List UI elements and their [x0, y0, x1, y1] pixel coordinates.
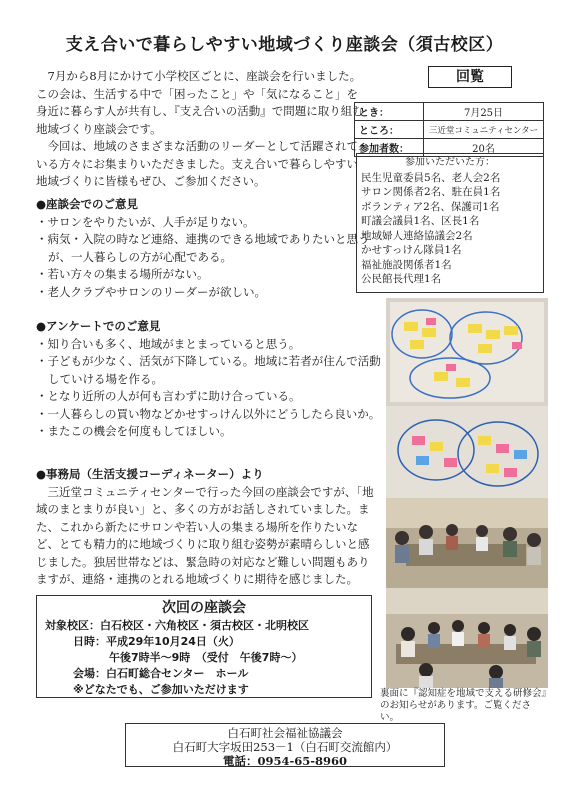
opinion-item: ・老人クラブやサロンのリーダーが欲しい。 [36, 284, 266, 299]
back-side-note: 裏面に『認知症を地域で支える研修会』のお知らせがあります。ご覧ください。 [380, 688, 547, 723]
group-discussion-photo [386, 588, 548, 688]
intro [36, 68, 366, 191]
survey-item: ・となり近所の人が何も言わずに助け合っている。 [36, 389, 301, 403]
workshop-sticky-notes-photo [386, 298, 548, 406]
survey-item: ・知り合いも多く、地域がまとまっていると思う。 [36, 336, 301, 351]
info-row-when [355, 103, 544, 121]
participant-item: ボランティア2名、保護司1名 [361, 200, 500, 213]
workshop-chart-photo [386, 406, 548, 498]
count-label: 参加者数： [355, 139, 424, 157]
footer-organization: 白石町社会福祉協議会 [227, 726, 343, 740]
footer-address: 白石町大字坂田253－1（白石町交流館内） [172, 740, 398, 754]
participant-item: 公民館長代理1名 [361, 273, 442, 285]
kairan-label: 回覧 [428, 66, 512, 88]
participant-item: 町議会議員1名、区長1名 [361, 215, 480, 227]
next-meeting-venue: 会場：白石町総合センター ホール [73, 667, 249, 680]
participant-item: かせすっけん隊員1名 [361, 244, 462, 256]
info-row-where [355, 121, 544, 139]
opinion-item: ・サロンをやりたいが、人手が足りない。 [36, 214, 255, 229]
office-text: 三近堂コミュニティセンターで行った今回の座談会ですが、「地域のまとまりが良い」と、多くの方がお話しされていました。また、これから新たにサロンや若い人の集まる場所を作りたいなど、とても精力的に地域づくりに取り組む姿勢が素晴らしいと感じました。独居世帯などは、緊急時の対応など難しい問題もありますが、連絡・連携のとれる地域づくりに期待を感じました。 [36, 484, 374, 586]
next-meeting-heading: 次回の座談会 [162, 600, 246, 616]
intro-paragraph-2: 今回は、地域のさまざまな活動のリーダーとして活躍されている方々にお集まりいただきました。支え合いで暮らしやすい地域づくりに皆様もぜひ、ご参加ください。 [36, 139, 358, 188]
opinions-section [36, 196, 386, 301]
participant-item: 地域婦人連絡協議会2名 [361, 229, 473, 242]
intro-paragraph-1: 7月から8月にかけて小学校区ごとに、座談会を行いました。この会は、生活する中で「困ったこと」や「気になること」を身近に暮らす人が共有し、『支え合いの活動』で問題に取り組む地域づくり座談会です。 [36, 69, 364, 136]
office-heading: ●事務局（生活支援コーディネーター）より [36, 467, 264, 481]
next-meeting-date: 日時：平成29年10月24日（火） [73, 635, 240, 648]
survey-item: ・子どもが少なく、活気が下降している。地域に若者が住んで活動していける場を作る。 [36, 354, 381, 386]
footer-contact-box [125, 723, 445, 767]
where-value: 三近堂コミュニティセンター [424, 121, 544, 139]
survey-item: ・またこの機会を何度もしてほしい。 [36, 424, 232, 438]
when-label: とき： [355, 103, 424, 121]
office-section [36, 466, 376, 589]
count-value: 20名 [424, 139, 544, 157]
survey-item: ・一人暮らしの買い物などかせすっけん以外にどうしたら良いか。 [36, 406, 381, 421]
participant-item: サロン関係者2名、駐在員1名 [361, 186, 501, 198]
meeting-participants-photo [386, 498, 548, 588]
page-title: 支え合いで暮らしやすい地域づくり座談会（須古校区） [65, 35, 504, 55]
when-value: 7月25日 [424, 103, 544, 121]
participant-item: 福祉施設関係者1名 [361, 258, 452, 271]
next-meeting-note: ※どなたでも、ご参加いただけます [73, 683, 249, 696]
opinion-item: ・若い方々の集まる場所がない。 [36, 267, 209, 281]
participant-item: 民生児童委員5名、老人会2名 [361, 171, 501, 184]
survey-heading: ●アンケートでのご意見 [36, 319, 161, 333]
next-meeting-time: 午後7時半～9時 （受付 午後7時～） [109, 651, 303, 664]
opinions-heading: ●座談会でのご意見 [36, 197, 139, 211]
footer-phone: 電話：0954-65-8960 [222, 754, 348, 768]
event-info-table [354, 102, 544, 157]
next-meeting-target: 対象校区：白石校区・六角校区・須古校区・北明校区 [45, 619, 309, 632]
opinion-item: ・病気・入院の時など連絡、連携のできる地域でありたいと思うが、一人暮らしの方が心配である。 [36, 232, 370, 264]
survey-section [36, 318, 386, 441]
participants-header: 参加いただいた方： [405, 157, 495, 168]
next-meeting-box [36, 595, 372, 698]
where-label: ところ： [355, 121, 424, 139]
